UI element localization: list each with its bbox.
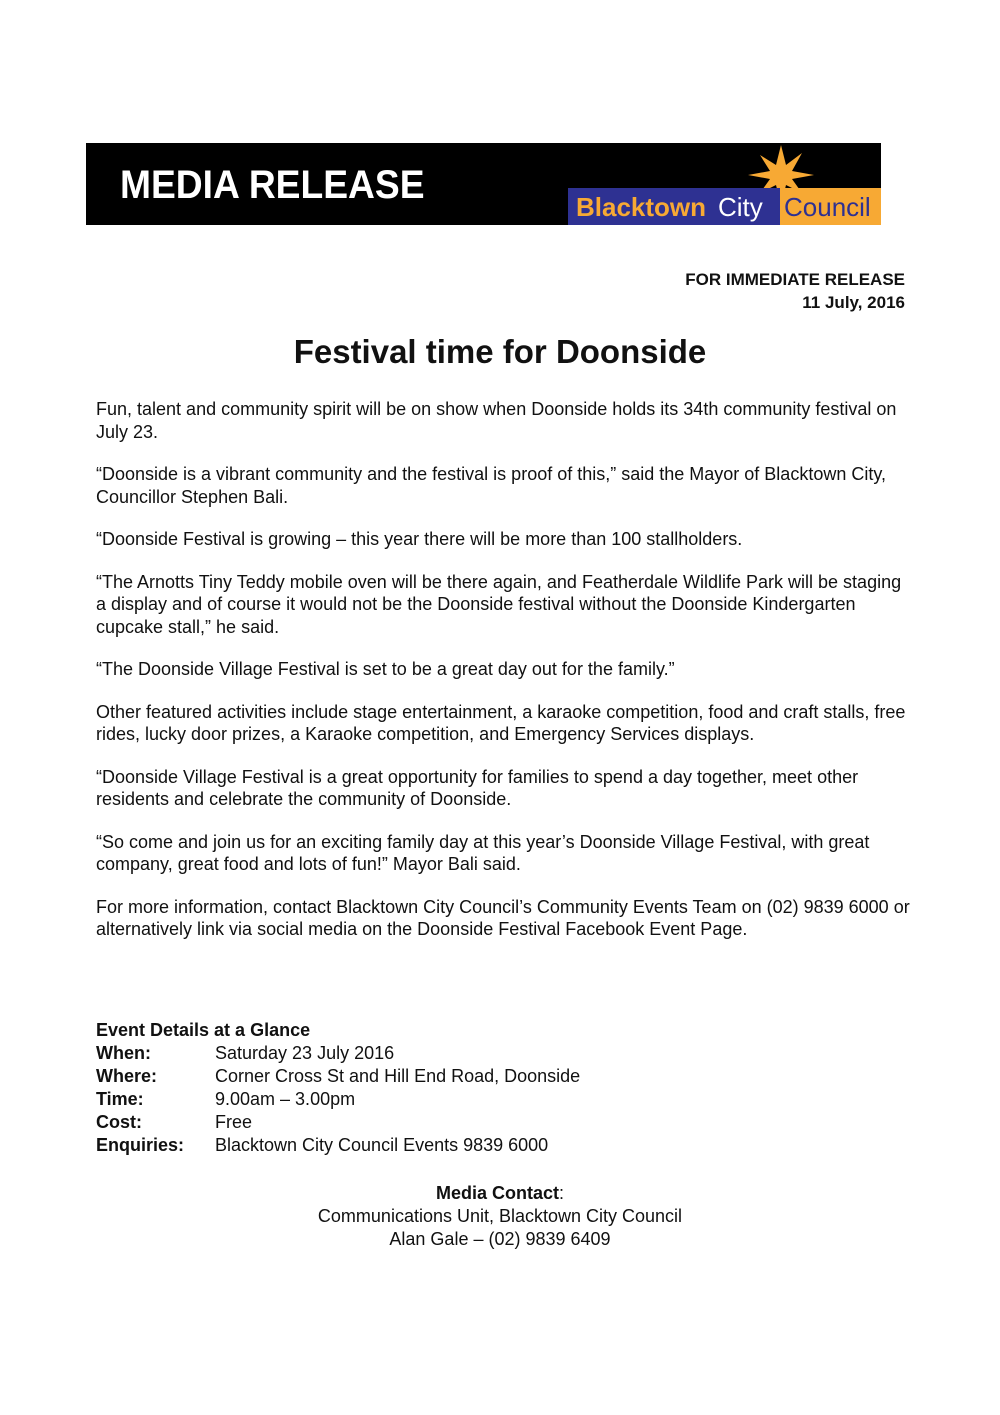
media-contact-label: Media Contact <box>435 1183 559 1203</box>
detail-row-where <box>96 1065 580 1088</box>
media-contact <box>0 1182 1000 1251</box>
detail-value: 9.00am – 3.00pm <box>215 1089 356 1109</box>
paragraph: Other featured activities include stage entertainment, a karaoke competition, food and craft stalls, free rides, lucky door prizes, a Karaoke competition, and Emergency Services displays. <box>96 701 906 744</box>
paragraph: Fun, talent and community spirit will be on show when Doonside holds its 34th community festival on July 23. <box>96 399 897 442</box>
detail-row-cost <box>96 1111 580 1134</box>
media-contact-unit: Communications Unit, Blacktown City Council <box>317 1206 683 1226</box>
article-body <box>96 398 916 961</box>
detail-label: Enquiries: <box>96 1135 185 1155</box>
paragraph: “Doonside is a vibrant community and the festival is proof of this,” said the Mayor of Blacktown City, Councillor Stephen Bali. <box>96 464 887 507</box>
paragraph: For more information, contact Blacktown City Council’s Community Events Team on (02) 9839 6000 or alternatively link via social media on the Doonside Festival Facebook Event Page. <box>96 896 910 939</box>
media-release-banner <box>86 143 881 225</box>
detail-value: Blacktown City Council Events 9839 6000 <box>215 1135 549 1155</box>
media-contact-person: Alan Gale – (02) 9839 6409 <box>389 1229 611 1249</box>
council-logo <box>568 143 881 225</box>
logo-word-council: Council <box>784 192 871 222</box>
headline: Festival time for Doonside <box>293 333 707 370</box>
detail-label: Where: <box>96 1066 158 1086</box>
paragraph: “Doonside Village Festival is a great opportunity for families to spend a day together, meet other residents and celebrate the community of Doonside. <box>96 766 859 809</box>
event-details <box>96 1019 580 1157</box>
paragraph: “The Arnotts Tiny Teddy mobile oven will be there again, and Featherdale Wildlife Park will be staging a display and of course it would not be the Doonside festival without the Doonside Kindergarten cupcake stall,” he said. <box>96 571 902 637</box>
logo-word-city: City <box>718 192 763 222</box>
detail-row-enquiries <box>96 1134 580 1157</box>
logo-word-blacktown: Blacktown <box>576 192 707 222</box>
detail-label: Time: <box>96 1089 144 1109</box>
paragraph: “So come and join us for an exciting family day at this year’s Doonside Village Festival, with great company, great food and lots of fun!” Mayor Bali said. <box>96 831 870 874</box>
release-label: FOR IMMEDIATE RELEASE <box>685 270 905 289</box>
detail-row-time <box>96 1088 580 1111</box>
detail-label: When: <box>96 1043 151 1063</box>
event-details-title: Event Details at a Glance <box>96 1020 311 1040</box>
detail-row-when <box>96 1042 580 1065</box>
paragraph: “Doonside Festival is growing – this year there will be more than 100 stallholders. <box>96 529 743 549</box>
banner-title: MEDIA RELEASE <box>120 163 425 207</box>
release-date: 11 July, 2016 <box>802 293 905 312</box>
detail-value: Corner Cross St and Hill End Road, Doonside <box>215 1066 581 1086</box>
detail-value: Saturday 23 July 2016 <box>215 1043 395 1063</box>
detail-label: Cost: <box>96 1112 142 1132</box>
paragraph: “The Doonside Village Festival is set to be a great day out for the family.” <box>96 659 675 679</box>
media-contact-heading <box>0 1182 1000 1205</box>
release-info <box>685 268 905 314</box>
detail-value: Free <box>215 1112 253 1132</box>
media-contact-colon: : <box>559 1183 565 1203</box>
